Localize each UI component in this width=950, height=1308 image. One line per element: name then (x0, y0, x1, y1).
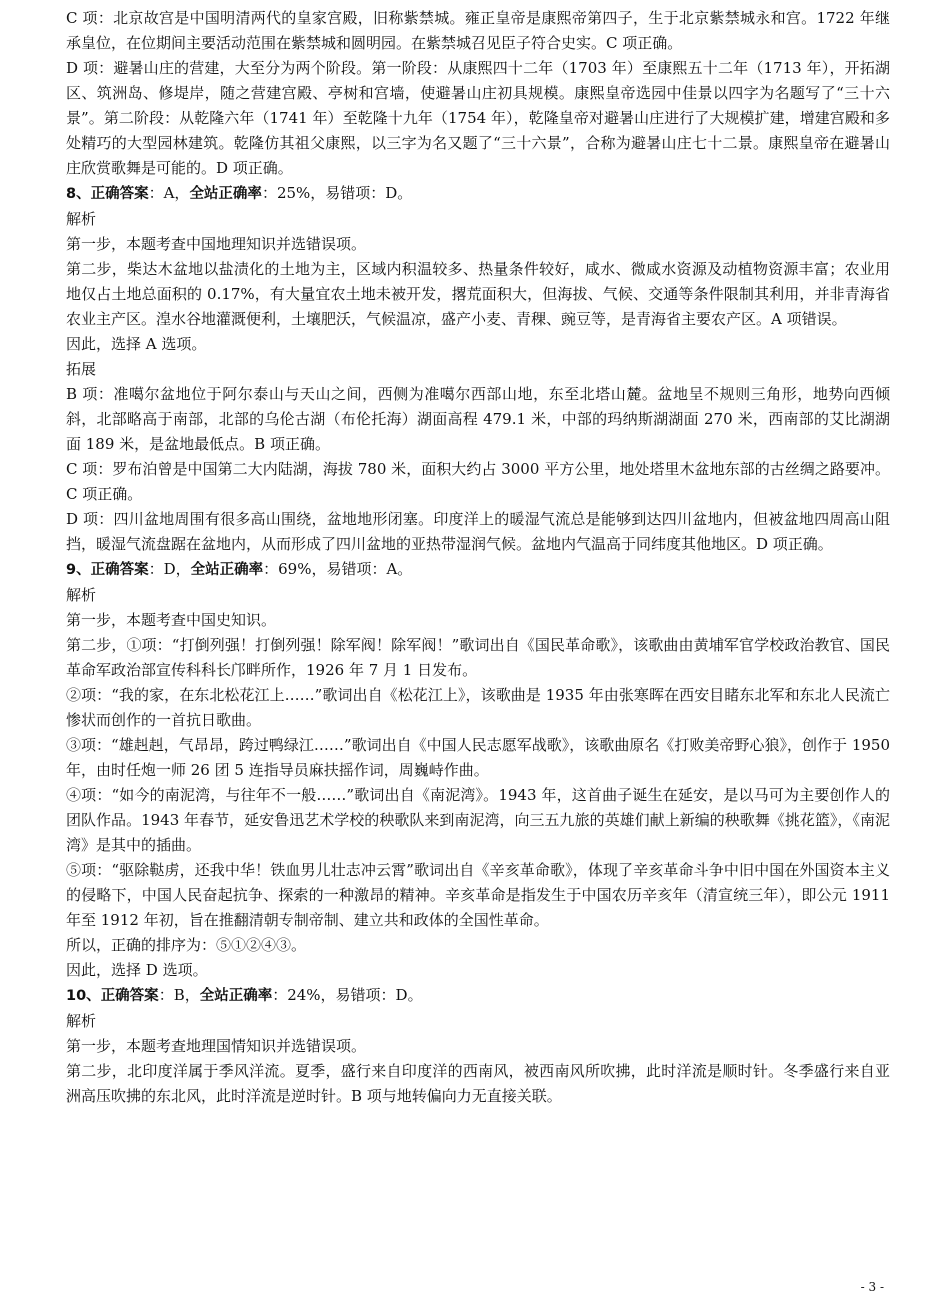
answer-line (66, 983, 890, 1009)
item-3: ③项：“雄赳赳，气昂昂，跨过鸭绿江……”歌词出自《中国人民志愿军战歌》，该歌曲原名《打败美帝野心狼》，创作于 1950 年，由时任炮一师 26 团 5 连指导员麻扶摇作词，周巍峙作曲。 (66, 736, 890, 779)
option-b: B 项：准噶尔盆地位于阿尔泰山与天山之间，西侧为准噶尔西部山地，东至北塔山麓。盆地呈不规则三角形，地势向西倾斜，北部略高于南部，北部的乌伦古湖（布伦托海）湖面高程 479.1 米，中部的玛纳斯湖湖面 270 米，西南部的艾比湖湖面 189 米，是盆地最低点。B 项正确。 (66, 385, 890, 453)
answer-value: ：A， (148, 184, 190, 202)
step-1: 第一步，本题考查地理国情知识并选错误项。 (66, 1037, 367, 1055)
answer-value: ：B， (158, 986, 200, 1004)
item-2: ②项：“我的家，在东北松花江上……”歌词出自《松花江上》，该歌曲是 1935 年由张寒晖在西安目睹东北军和东北人民流亡惨状而创作的一首抗日歌曲。 (66, 686, 890, 729)
rate-value: ：24%，易错项：D。 (272, 986, 423, 1004)
step-2: 第二步，柴达木盆地以盐渍化的土地为主，区域内积温较多、热量条件较好，咸水、微咸水资源及动植物资源丰富；农业用地仅占土地总面积的 0.17%，有大量宜农土地未被开发，撂荒面积大，但海拔、气候、交通等条件限制其利用，并非青海省农业主产区。湟水谷地灌溉便利，土壤肥沃，气候温凉，盛产小麦、青稞、豌豆等，是青海省主要农产区。A 项错误。 (66, 260, 890, 328)
item-1: 第二步，①项：“打倒列强！打倒列强！除军阀！除军阀！”歌词出自《国民革命歌》，该歌曲由黄埔军官学校政治教官、国民革命军政治部宣传科科长邝畔所作，1926 年 7 月 1 日发布。 (66, 636, 890, 679)
answer-value: ：D， (148, 560, 191, 578)
step-2: 第二步，北印度洋属于季风洋流。夏季，盛行来自印度洋的西南风，被西南风所吹拂，此时洋流是顺时针。冬季盛行来自亚洲高压吹拂的东北风，此时洋流是逆时针。B 项与地转偏向力无直接关联。 (66, 1062, 890, 1105)
conclusion: 因此，选择 A 选项。 (66, 335, 207, 353)
rate-label: 全站正确率 (199, 988, 273, 1004)
answer-line (66, 181, 890, 207)
rate-label: 全站正确率 (189, 186, 262, 202)
intro-option-d: D 项：避暑山庄的营建，大至分为两个阶段。第一阶段：从康熙四十二年（1703 年）至康熙五十二年（1713 年），开拓湖区、筑洲岛、修堤岸，随之营建宫殿、亭树和宫墙，使避暑山庄初具规模。康熙皇帝选园中佳景以四字为名题写了“三十六景”。第二阶段：从乾隆六年（1741 年）至乾隆十九年（1754 年），乾隆皇帝对避暑山庄进行了大规模扩建，增建宫殿和多处精巧的大型园林建筑。乾隆仿其祖父康熙，以三字为名又题了“三十六景”，合称为避暑山庄七十二景。康熙皇帝在避暑山庄欣赏歌舞是可能的。D 项正确。 (66, 59, 890, 177)
conclusion: 因此，选择 D 选项。 (66, 961, 208, 979)
page-number: - 3 - (860, 1280, 884, 1294)
order: 所以，正确的排序为：⑤①②④③。 (66, 936, 307, 954)
rate-value: ：25%，易错项：D。 (261, 184, 413, 202)
question-10 (66, 983, 890, 1109)
analysis-heading: 解析 (66, 1012, 97, 1030)
option-c: C 项：罗布泊曾是中国第二大内陆湖，海拔 780 米，面积大约占 3000 平方公里，地处塔里木盆地东部的古丝绸之路要冲。C 项正确。 (66, 460, 890, 503)
answer-label: 正确答案 (90, 186, 149, 202)
item-4: ④项：“如今的南泥湾，与往年不一般……”歌词出自《南泥湾》。1943 年，这首曲子诞生在延安，是以马可为主要创作人的团队作品。1943 年春节，延安鲁迅艺术学校的秧歌队来到南泥湾，向三五九旅的英雄们献上新编的秧歌舞《挑花篮》，《南泥湾》是其中的插曲。 (66, 786, 890, 854)
answer-label: 正确答案 (100, 988, 159, 1004)
question-number: 8、 (66, 186, 91, 202)
question-8 (66, 181, 890, 557)
rate-label: 全站正确率 (190, 562, 264, 578)
analysis-heading: 解析 (66, 210, 97, 228)
question-number: 9、 (66, 562, 91, 578)
answer-line (66, 557, 890, 583)
option-d: D 项：四川盆地周围有很多高山围绕，盆地地形闭塞。印度洋上的暖湿气流总是能够到达四川盆地内，但被盆地四周高山阻挡，暖湿气流盘踞在盆地内，从而形成了四川盆地的亚热带湿润气候。盆地内气温高于同纬度其他地区。D 项正确。 (66, 510, 890, 553)
extension-heading: 拓展 (66, 360, 97, 378)
item-5: ⑤项：“驱除鞑虏，还我中华！铁血男儿壮志冲云霄”歌词出自《辛亥革命歌》，体现了辛亥革命斗争中旧中国在外国资本主义的侵略下，中国人民奋起抗争、探索的一种激昂的精神。辛亥革命是指发生于中国农历辛亥年（清宣统三年），即公元 1911 年至 1912 年初，旨在推翻清朝专制帝制、建立共和政体的全国性革命。 (66, 861, 890, 929)
question-9 (66, 557, 890, 983)
document-page (66, 6, 890, 1109)
step-1: 第一步，本题考查中国史知识。 (66, 611, 277, 629)
rate-value: ：69%，易错项：A。 (263, 560, 413, 578)
step-1: 第一步，本题考查中国地理知识并选错误项。 (66, 235, 367, 253)
answer-label: 正确答案 (90, 562, 149, 578)
intro-option-c: C 项：北京故宫是中国明清两代的皇家宫殿，旧称紫禁城。雍正皇帝是康熙帝第四子，生于北京紫禁城永和宫。1722 年继承皇位，在位期间主要活动范围在紫禁城和圆明园。在紫禁城召见臣子符合史实。C 项正确。 (66, 9, 890, 52)
analysis-heading: 解析 (66, 586, 97, 604)
question-number: 10、 (66, 988, 101, 1004)
